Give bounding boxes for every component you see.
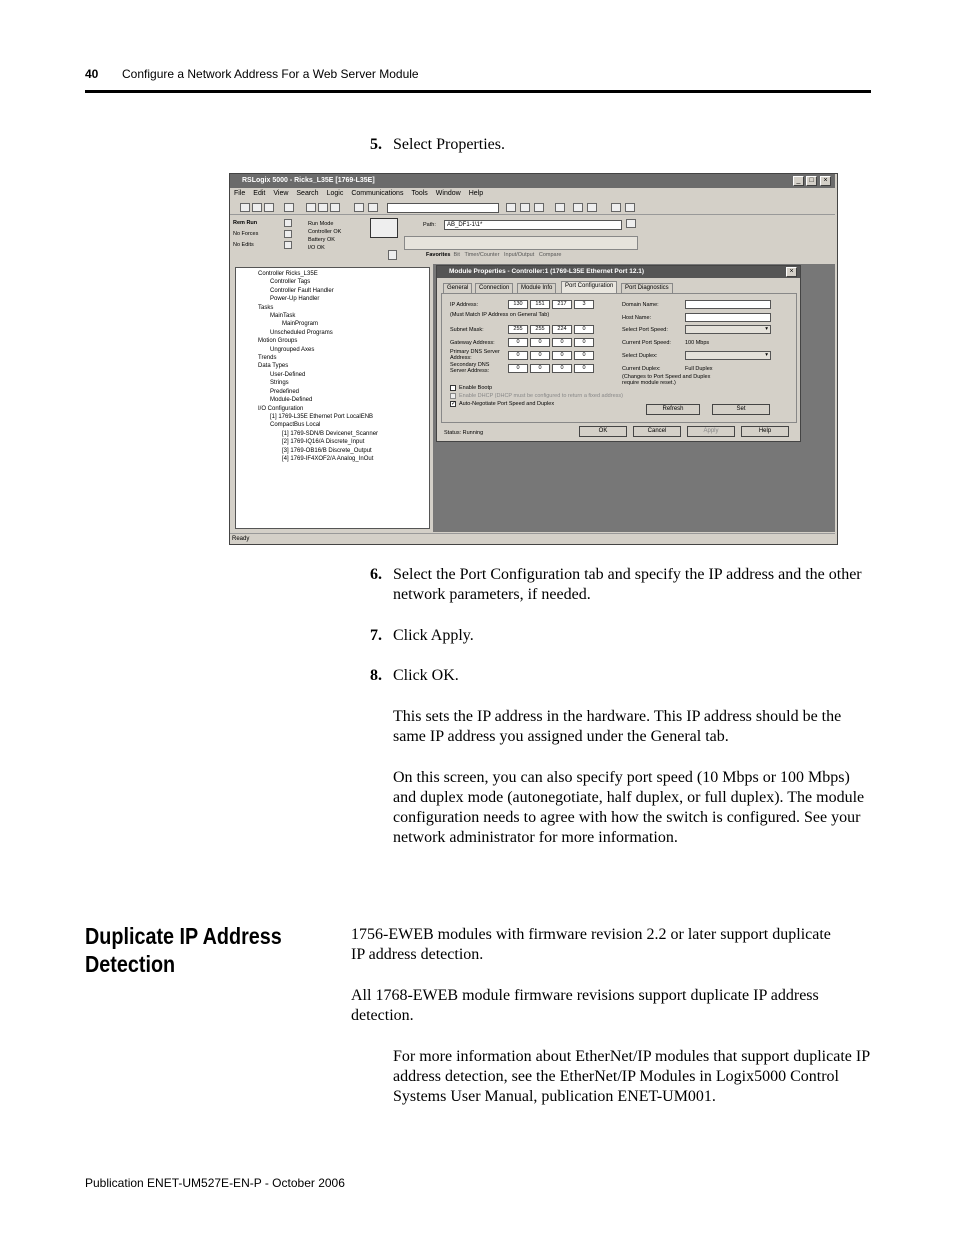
dhcp-checkbox[interactable] [450, 393, 456, 399]
menu-search[interactable]: Search [296, 190, 319, 197]
ip-octet-1[interactable]: 130 [508, 300, 528, 309]
section-heading: Duplicate IP Address Detection [85, 923, 282, 977]
dns1-octet-2[interactable]: 0 [530, 351, 550, 360]
tree-item[interactable]: [3] 1769-OB16/B Discrete_Output [282, 447, 372, 454]
copy-icon[interactable] [318, 203, 328, 212]
tab-bit[interactable]: Bit [453, 252, 460, 258]
menu-file[interactable]: File [234, 190, 246, 197]
status-no-forces: No Forces [233, 231, 259, 237]
duplex-select[interactable]: ▾ [685, 351, 771, 360]
tab-general[interactable]: General [443, 283, 472, 293]
ip-address-label: IP Address: [450, 302, 479, 308]
new-icon[interactable] [240, 203, 250, 212]
menu-edit[interactable]: Edit [253, 190, 266, 197]
palette-tabs [426, 251, 638, 260]
ip-octet-2[interactable]: 151 [530, 300, 550, 309]
domain-name-label: Domain Name: [622, 302, 659, 308]
dialog-close-icon[interactable]: × [786, 267, 797, 277]
menu-tools[interactable]: Tools [411, 190, 428, 197]
duplex-note: (Changes to Port Speed and Duplex require module reset.) [622, 374, 711, 386]
select-port-speed-label: Select Port Speed: [622, 327, 668, 333]
path-label: Path: [423, 222, 436, 228]
controller-status-icon [284, 219, 292, 227]
verify-routine-icon[interactable] [587, 203, 597, 212]
tree-item[interactable]: [1] 1769-L35E Ethernet Port LocalENB [270, 413, 374, 420]
find-icon[interactable] [506, 203, 516, 212]
tree-item[interactable]: User-Defined [270, 371, 306, 378]
step-number: 8. [370, 667, 382, 684]
help-button[interactable]: Help [741, 426, 789, 437]
gateway-octet-1[interactable]: 0 [508, 338, 528, 347]
tree-item[interactable]: Unscheduled Programs [270, 329, 333, 336]
step-text: Click Apply. [393, 627, 474, 644]
step-number: 7. [370, 627, 382, 644]
rslogix-screenshot [229, 173, 838, 545]
step-6 [370, 565, 870, 605]
menu-bar [230, 188, 835, 200]
status-battery-ok: Battery OK [308, 237, 335, 243]
menu-window[interactable]: Window [435, 190, 461, 197]
gateway-octet-4[interactable]: 0 [574, 338, 594, 347]
zoom-out-icon[interactable] [625, 203, 635, 212]
tab-input-output[interactable]: Input/Output [504, 252, 535, 258]
undo-icon[interactable] [354, 203, 364, 212]
dns2-octet-4[interactable]: 0 [574, 364, 594, 373]
edits-icon [284, 241, 292, 249]
maximize-icon[interactable]: □ [806, 176, 817, 186]
path-browse-icon[interactable] [626, 219, 636, 228]
step-8 [370, 666, 870, 686]
menu-logic[interactable]: Logic [326, 190, 344, 197]
cancel-button[interactable]: Cancel [633, 426, 681, 437]
status-rem-run: Rem Run [233, 220, 258, 226]
status-controller-ok: Controller OK [308, 229, 342, 235]
status-no-edits: No Edits [233, 242, 254, 248]
host-name-input[interactable] [685, 313, 771, 322]
tree-item[interactable]: Module-Defined [270, 397, 313, 404]
bootp-checkbox[interactable] [450, 385, 456, 391]
current-port-speed-label: Current Port Speed: [622, 340, 671, 346]
tree-item[interactable]: Predefined [270, 388, 300, 395]
tab-connection[interactable]: Connection [475, 283, 513, 293]
section-paragraph-2: All 1768-EWEB module firmware revisions support duplicate IP address detection. [351, 987, 819, 1024]
apply-button[interactable]: Apply [687, 426, 735, 437]
step-text: Select Properties. [393, 136, 505, 153]
instruction-palette [404, 236, 638, 250]
tab-port-diagnostics[interactable]: Port Diagnostics [621, 283, 673, 293]
subnet-octet-2[interactable]: 255 [530, 325, 550, 334]
dns2-octet-2[interactable]: 0 [530, 364, 550, 373]
tab-port-configuration[interactable]: Port Configuration [561, 281, 617, 293]
host-name-label: Host Name: [622, 315, 652, 321]
section-paragraph-1: 1756-EWEB modules with firmware revision 2.2 or later support duplicate IP address detection. [351, 926, 831, 963]
tree-item[interactable]: Ungrouped Axes [270, 346, 315, 353]
subnet-octet-1[interactable]: 255 [508, 325, 528, 334]
step-text: Select the Port Configuration tab and specify the IP address and the other network parameters, if needed. [393, 566, 862, 603]
tree-item[interactable]: [4] 1769-IF4XOF2/A Analog_InOut [282, 455, 374, 462]
controller-organizer-tree [235, 267, 430, 529]
zoom-in-icon[interactable] [611, 203, 621, 212]
step-number: 5. [370, 136, 382, 153]
path-combo[interactable]: AB_DF1-1\1* [444, 220, 622, 230]
tree-item[interactable]: Power-Up Handler [270, 296, 320, 303]
header-rule [85, 90, 871, 93]
search-combo[interactable] [387, 203, 499, 213]
cut-icon[interactable] [306, 203, 316, 212]
tree-item[interactable]: Controller Tags [270, 279, 311, 286]
current-port-speed-value: 100 Mbps [685, 340, 710, 346]
set-button[interactable]: Set [712, 404, 770, 415]
dns2-octet-1[interactable]: 0 [508, 364, 528, 373]
verify-all-icon[interactable] [573, 203, 583, 212]
subnet-mask-label: Subnet Mask: [450, 327, 484, 333]
tree-item[interactable]: Controller Ricks_L35E [258, 271, 318, 277]
ip-octet-4[interactable]: 3 [574, 300, 594, 309]
menu-help[interactable]: Help [468, 190, 484, 197]
current-duplex-label: Current Duplex: [622, 366, 661, 372]
primary-dns-label: Primary DNS Server Address: [450, 349, 500, 361]
current-duplex-value: Full Duplex [685, 366, 713, 372]
domain-name-input[interactable] [685, 300, 771, 309]
tree-item[interactable]: I/O Configuration [258, 405, 304, 412]
port-configuration-panel [441, 293, 797, 423]
minimize-icon[interactable]: _ [793, 176, 804, 186]
verify-icon[interactable] [555, 203, 565, 212]
footer-publication: Publication ENET-UM527E-EN-P - October 2006 [85, 1176, 345, 1190]
tree-item[interactable]: [1] 1769-SDN/B Devicenet_Scanner [282, 430, 379, 437]
section-paragraph-3: For more information about EtherNet/IP modules that support duplicate IP address detection, see the EtherNet/IP Modules in Logix5000 Control Systems User Manual, publication ENET-UM001. [393, 1048, 870, 1105]
tab-timer-counter[interactable]: Timer/Counter [464, 252, 500, 258]
window-title: RSLogix 5000 - Ricks_L35E [1769-L35E] [230, 174, 835, 188]
step8-paragraph-2: On this screen, you can also specify port speed (10 Mbps or 100 Mbps) and duplex mode (autonegotiate, half duplex, or full duplex). The module configuration needs to agree with how the switch is configured. See your network administrator for more information. [393, 769, 865, 846]
close-icon[interactable]: × [820, 176, 831, 186]
status-run-mode: Run Mode [308, 221, 334, 227]
tree-item[interactable]: Tasks [258, 304, 274, 311]
module-properties-dialog [436, 265, 801, 442]
open-icon[interactable] [252, 203, 262, 212]
tree-item[interactable]: CompactBus Local [270, 422, 321, 429]
tree-item[interactable]: MainTask [270, 313, 296, 320]
step-5 [370, 135, 870, 155]
step-7 [370, 626, 870, 646]
page-number: 40 [85, 67, 99, 81]
step8-paragraph-1: This sets the IP address in the hardware. This IP address should be the same IP address you assigned under the General tab. [393, 708, 842, 745]
dns1-octet-4[interactable]: 0 [574, 351, 594, 360]
auto-negotiate-checkbox[interactable]: ✓ [451, 401, 457, 407]
controller-keyswitch-icon [370, 218, 398, 238]
dns1-octet-1[interactable]: 0 [508, 351, 528, 360]
refresh-button[interactable]: Refresh [646, 404, 700, 415]
tree-item[interactable]: Trends [258, 355, 277, 362]
gateway-address-label: Gateway Address: [450, 340, 495, 346]
toolbar [230, 200, 835, 215]
auto-negotiate-label: Auto-Negotiate Port Speed and Duplex [459, 401, 555, 407]
gateway-octet-2[interactable]: 0 [530, 338, 550, 347]
find-next-icon[interactable] [520, 203, 530, 212]
tree-item[interactable]: Controller Fault Handler [270, 287, 334, 294]
status-io-ok: I/O OK [308, 245, 325, 251]
tree-item[interactable]: MainProgram [282, 321, 319, 328]
forces-dropdown-icon[interactable] [284, 230, 292, 238]
secondary-dns-label: Secondary DNS Server Address: [450, 362, 490, 374]
redo-icon[interactable] [368, 203, 378, 212]
print-icon[interactable] [284, 203, 294, 212]
step-number: 6. [370, 566, 382, 583]
dhcp-label: Enable DHCP (DHCP must be configured to return a fixed address) [459, 393, 623, 399]
find-prev-icon[interactable] [534, 203, 544, 212]
bootp-label: Enable Bootp [459, 385, 493, 391]
step-text: Click OK. [393, 667, 459, 684]
ip-octet-3[interactable]: 217 [552, 300, 572, 309]
tree-item[interactable]: [2] 1769-IQ16/A Discrete_Input [282, 439, 365, 446]
menu-communications[interactable]: Communications [351, 190, 404, 197]
ip-note: (Must Match IP Address on General Tab) [450, 312, 550, 318]
running-header: Configure a Network Address For a Web Server Module [122, 67, 419, 81]
tab-compare[interactable]: Compare [538, 252, 562, 258]
save-icon[interactable] [264, 203, 274, 212]
paste-icon[interactable] [330, 203, 340, 212]
subnet-octet-4[interactable]: 0 [574, 325, 594, 334]
tree-item[interactable]: Strings [270, 380, 289, 387]
port-speed-select[interactable]: ▾ [685, 325, 771, 334]
menu-view[interactable]: View [273, 190, 289, 197]
tree-item[interactable]: Data Types [258, 363, 289, 370]
status-bar: Ready [230, 533, 835, 543]
dns1-octet-3[interactable]: 0 [552, 351, 572, 360]
status-running: Status: Running [444, 430, 484, 436]
subnet-octet-3[interactable]: 224 [552, 325, 572, 334]
dialog-title: Module Properties - Controller:1 (1769-L35E Ethernet Port 12.1) [437, 266, 800, 278]
tab-module-info[interactable]: Module Info [517, 283, 556, 293]
tree-item[interactable]: Motion Groups [258, 338, 298, 345]
dns2-octet-3[interactable]: 0 [552, 364, 572, 373]
panel-toggle-icon[interactable] [388, 250, 397, 260]
gateway-octet-3[interactable]: 0 [552, 338, 572, 347]
ok-button[interactable]: OK [579, 426, 627, 437]
select-duplex-label: Select Duplex: [622, 353, 658, 359]
tab-favorites[interactable]: Favorites [426, 252, 451, 258]
